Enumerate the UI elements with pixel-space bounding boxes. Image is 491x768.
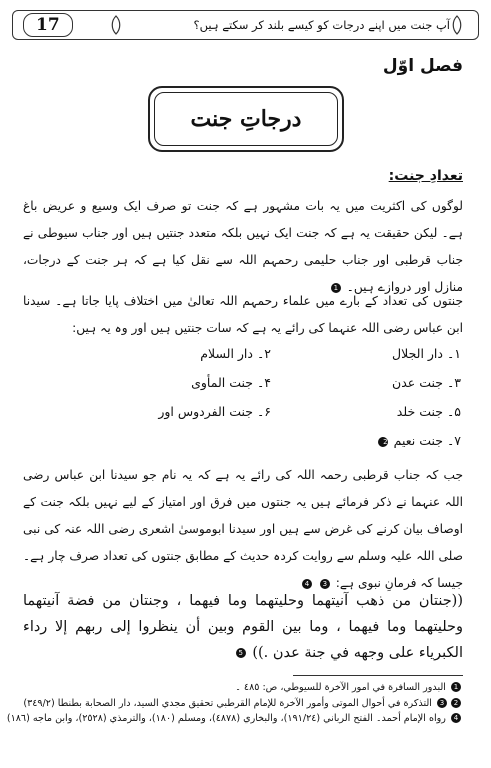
footnote-mark: 4 <box>302 579 312 589</box>
page-number: 17 <box>23 13 73 37</box>
jannah-list <box>81 346 461 448</box>
header-title: آپ جنت میں اپنے درجات کو کیسے بلند کر سکتے ہیں؟ <box>193 18 450 32</box>
footnote-mark: 4 <box>451 713 461 723</box>
footnote-divider <box>293 675 463 676</box>
ornament-icon <box>450 15 464 35</box>
paragraph <box>23 462 463 597</box>
footnote: 4 رواه الإمام أحمد۔ الفتح الرباني (١٩١/٢٤)، والبخاري (٤٨٧٨)، ومسلم (١٨٠)، والترمذي (٢٥٢٨)، وابن ماجه (١٨٦) <box>23 711 463 727</box>
paragraph <box>23 193 463 301</box>
chapter-title: درجاتِ جنت <box>190 106 302 132</box>
footnote-mark: 5 <box>236 648 246 658</box>
ornament-icon <box>109 15 123 35</box>
paragraph-text: جب کہ جناب قرطبی رحمہ اللہ کی رائے یہ ہے کہ یہ نام جو سیدنا ابن عباس رضی اللہ عنہما نے ذکر فرمائے ہیں یہ جنتوں میں فرق اور امتیاز کے لیے نہیں بلکہ جنت کے اوصاف بیان کرنے کی غرض سے ہیں اور سیدنا ابوموسیٰ اشعری رضی اللہ عنہ کی نبی صلی اللہ علیہ وسلم سے روایت کردہ حدیث کے مطابق جنتوں کی تعداد صرف چار ہے۔ جیسا کہ فرمانِ نبوی ہے: <box>23 468 463 590</box>
footnote-mark: 2 <box>451 698 461 708</box>
list-item: ۷۔ جنت نعیم 2 <box>271 433 461 448</box>
footnote-mark: 1 <box>331 283 341 293</box>
footnote-mark: 2 <box>378 437 388 447</box>
list-item: ۵۔ جنت خلد <box>396 404 461 419</box>
chapter-title-box <box>148 86 344 152</box>
footnote: 1 البدور السافرة في امور الآخرة للسيوطي، ص: ٤٨٥ ۔ <box>23 680 463 696</box>
hadith-text: ((جنتان من ذهب آنيتهما وحليتهما وما فيهما ، وجنتان من فضة آنيتهما وحليتهما وما فيهما ، وما بين القوم وبين أن ينظروا إلى ربهم إلا رداء الكبرياء على وجهه في جنة عدن .)) 5 <box>23 593 463 661</box>
list-item: ۴۔ جنت المأوی <box>191 375 271 390</box>
list-item: ۶۔ جنت الفردوس اور <box>158 404 271 419</box>
running-header <box>12 10 479 40</box>
paragraph-text: لوگوں کی اکثریت میں یہ بات مشہور ہے کہ جنت تو صرف ایک وسیع و عریض باغ ہے۔ لیکن حقیقت یہ ہے کہ جنت ایک نہیں بلکہ متعدد جنتیں ہیں اور جناب سیوطی نے جناب قرطبی اور جناب حلیمی رحمہم اللہ سے نقل کیا ہے کہ ہر جنت کے درجات، منازل اور دروازے ہیں۔ <box>23 199 463 294</box>
section-label: فصل اوّل <box>382 56 463 76</box>
footnotes <box>6 680 463 727</box>
footnote-mark: 3 <box>437 698 447 708</box>
list-item: ۳۔ جنت عدن <box>392 375 461 390</box>
footnote: 23 التذكرة في أحوال الموتى وأمور الآخرة للإمام القرطبي تحقيق مجدي السيد، دار الصحابة بطنطا (٣٤٩/٢) <box>23 696 463 712</box>
list-item: ۱۔ دار الجلال <box>392 346 461 361</box>
list-item: ۲۔ دار السلام <box>200 346 271 361</box>
subheading: تعدادِ جنت: <box>388 168 463 184</box>
footnote-mark: 3 <box>320 579 330 589</box>
footnote-mark: 1 <box>451 682 461 692</box>
paragraph: جنتوں کی تعداد کے بارے میں علماء رحمہم اللہ تعالیٰ میں اختلاف پایا جاتا ہے۔ سیدنا ابن عباس رضی اللہ عنہما کی رائے یہ ہے کہ سات جنتیں ہیں اور وہ یہ ہیں: <box>23 294 463 335</box>
